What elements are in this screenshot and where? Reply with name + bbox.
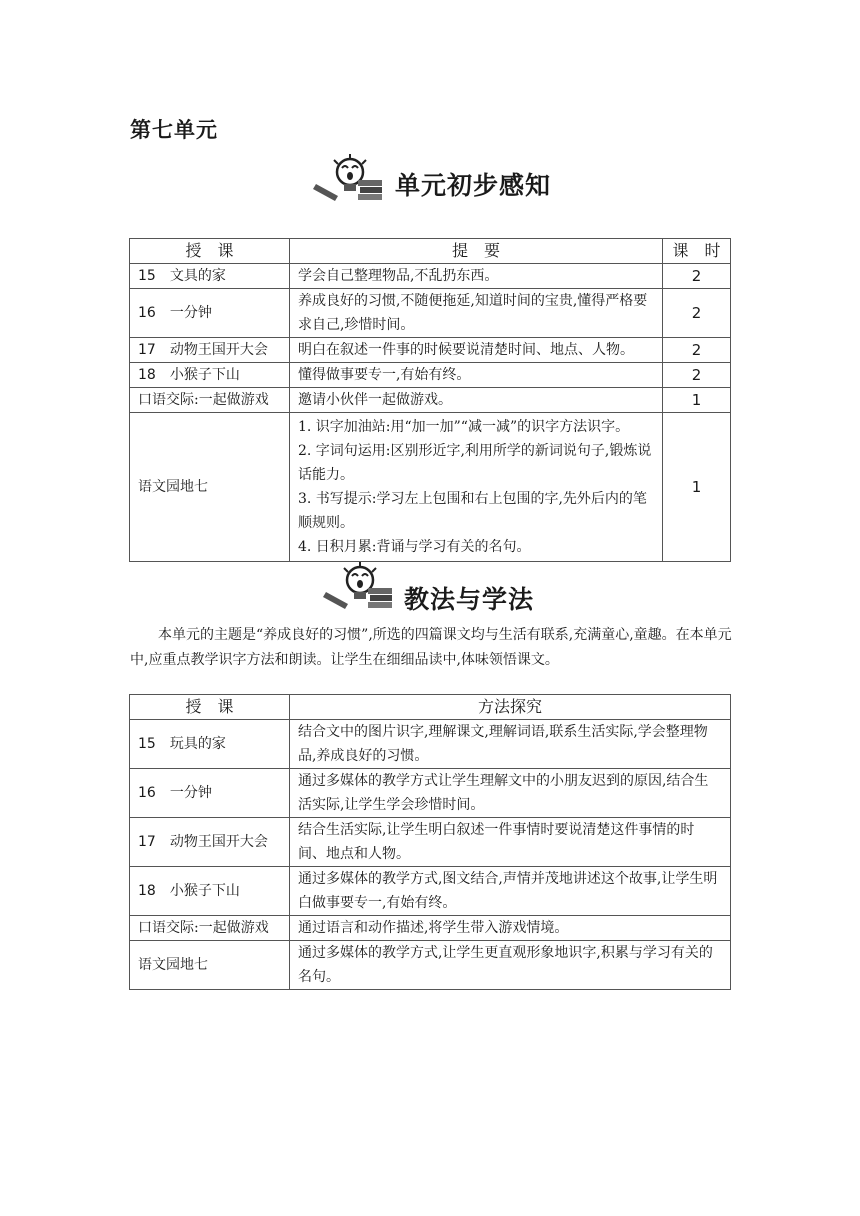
section-title: 单元初步感知 [395,171,552,200]
col-header-method: 方法探究 [289,695,730,720]
table-row [130,264,731,289]
lesson-hours: 2 [663,363,731,388]
lesson-method: 通过多媒体的教学方式,让学生更直观形象地识字,积累与学习有关的名句。 [289,941,730,990]
table-row [130,916,731,941]
lesson-name: 动物王国开大会 [169,834,268,850]
table-header-row [130,239,731,264]
lesson-name: 口语交际:一起做游戏 [130,388,290,413]
lesson-method: 结合文中的图片识字,理解课文,理解词语,联系生活实际,学会整理物品,养成良好的习惯。 [289,720,730,769]
lesson-method: 通过多媒体的教学方式,图文结合,声情并茂地讲述这个故事,让学生明白做事要专一,有始有终。 [289,867,730,916]
col-header-lesson: 授 课 [130,695,290,720]
lesson-number: 18 [138,883,156,899]
lesson-name: 语文园地七 [130,941,290,990]
table-row [130,289,731,338]
lesson-number: 17 [138,834,156,850]
lesson-name: 文具的家 [169,268,226,284]
table-row [130,338,731,363]
garden-item: 1. 识字加油站:用“加一加”“减一减”的识字方法识字。 [297,419,630,435]
table-row [130,867,731,916]
col-header-lesson: 授 课 [130,239,290,264]
lesson-summary: 懂得做事要专一,有始有终。 [289,363,662,388]
table-row [130,388,731,413]
lesson-name: 动物王国开大会 [169,342,268,358]
table-header-row [130,695,731,720]
lesson-number: 17 [138,342,156,358]
table-row [130,720,731,769]
garden-item: 2. 字词句运用:区别形近字,利用所学的新词说句子,锻炼说话能力。 [297,443,652,483]
lightbulb-books-icon [322,562,394,612]
lesson-name: 小猴子下山 [169,367,240,383]
methods-paragraph: 本单元的主题是“养成良好的习惯”,所选的四篇课文均与生活有联系,充满童心,童趣。在本单元中,应重点教学识字方法和朗读。让学生在细细品读中,体味领悟课文。 [130,627,732,668]
lesson-overview-table [129,238,731,562]
garden-item: 4. 日积月累:背诵与学习有关的名句。 [297,539,531,555]
lesson-number: 18 [138,367,156,383]
teaching-methods-table [129,694,731,990]
lesson-method: 结合生活实际,让学生明白叙述一件事情时要说清楚这件事情的时间、地点和人物。 [289,818,730,867]
section-title: 教法与学法 [404,585,535,614]
lesson-summary: 邀请小伙伴一起做游戏。 [289,388,662,413]
lesson-name: 小猴子下山 [169,883,240,899]
lesson-name: 一分钟 [169,305,212,321]
lesson-hours: 2 [663,289,731,338]
lesson-number: 16 [138,305,156,321]
lesson-name: 语文园地七 [130,413,290,562]
lesson-method: 通过语言和动作描述,将学生带入游戏情境。 [289,916,730,941]
col-header-summary: 提 要 [289,239,662,264]
lesson-hours: 1 [663,388,731,413]
garden-item: 3. 书写提示:学习左上包围和右上包围的字,先外后内的笔顺规则。 [297,491,647,531]
lesson-number: 15 [138,268,156,284]
lesson-name: 玩具的家 [169,736,226,752]
lesson-summary: 养成良好的习惯,不随便拖延,知道时间的宝贵,懂得严格要求自己,珍惜时间。 [289,289,662,338]
lesson-summary: 明白在叙述一件事的时候要说清楚时间、地点、人物。 [289,338,662,363]
lesson-name: 口语交际:一起做游戏 [130,916,290,941]
lesson-hours: 1 [663,413,731,562]
lesson-name: 一分钟 [169,785,212,801]
lesson-number: 15 [138,736,156,752]
table-row [130,363,731,388]
lesson-hours: 2 [663,264,731,289]
lesson-number: 16 [138,785,156,801]
section-header-methods [0,562,860,618]
lightbulb-books-icon [312,154,384,204]
unit-title: 第七单元 [130,118,218,142]
col-header-hours: 课 时 [663,239,731,264]
lesson-hours: 2 [663,338,731,363]
lesson-summary: 学会自己整理物品,不乱扔东西。 [289,264,662,289]
lesson-summary [289,413,662,562]
table-row [130,769,731,818]
lesson-method: 通过多媒体的教学方式让学生理解文中的小朋友迟到的原因,结合生活实际,让学生学会珍惜时间。 [289,769,730,818]
table-row [130,818,731,867]
section-header-perception [0,154,860,210]
table-row [130,941,731,990]
table-row [130,413,731,562]
